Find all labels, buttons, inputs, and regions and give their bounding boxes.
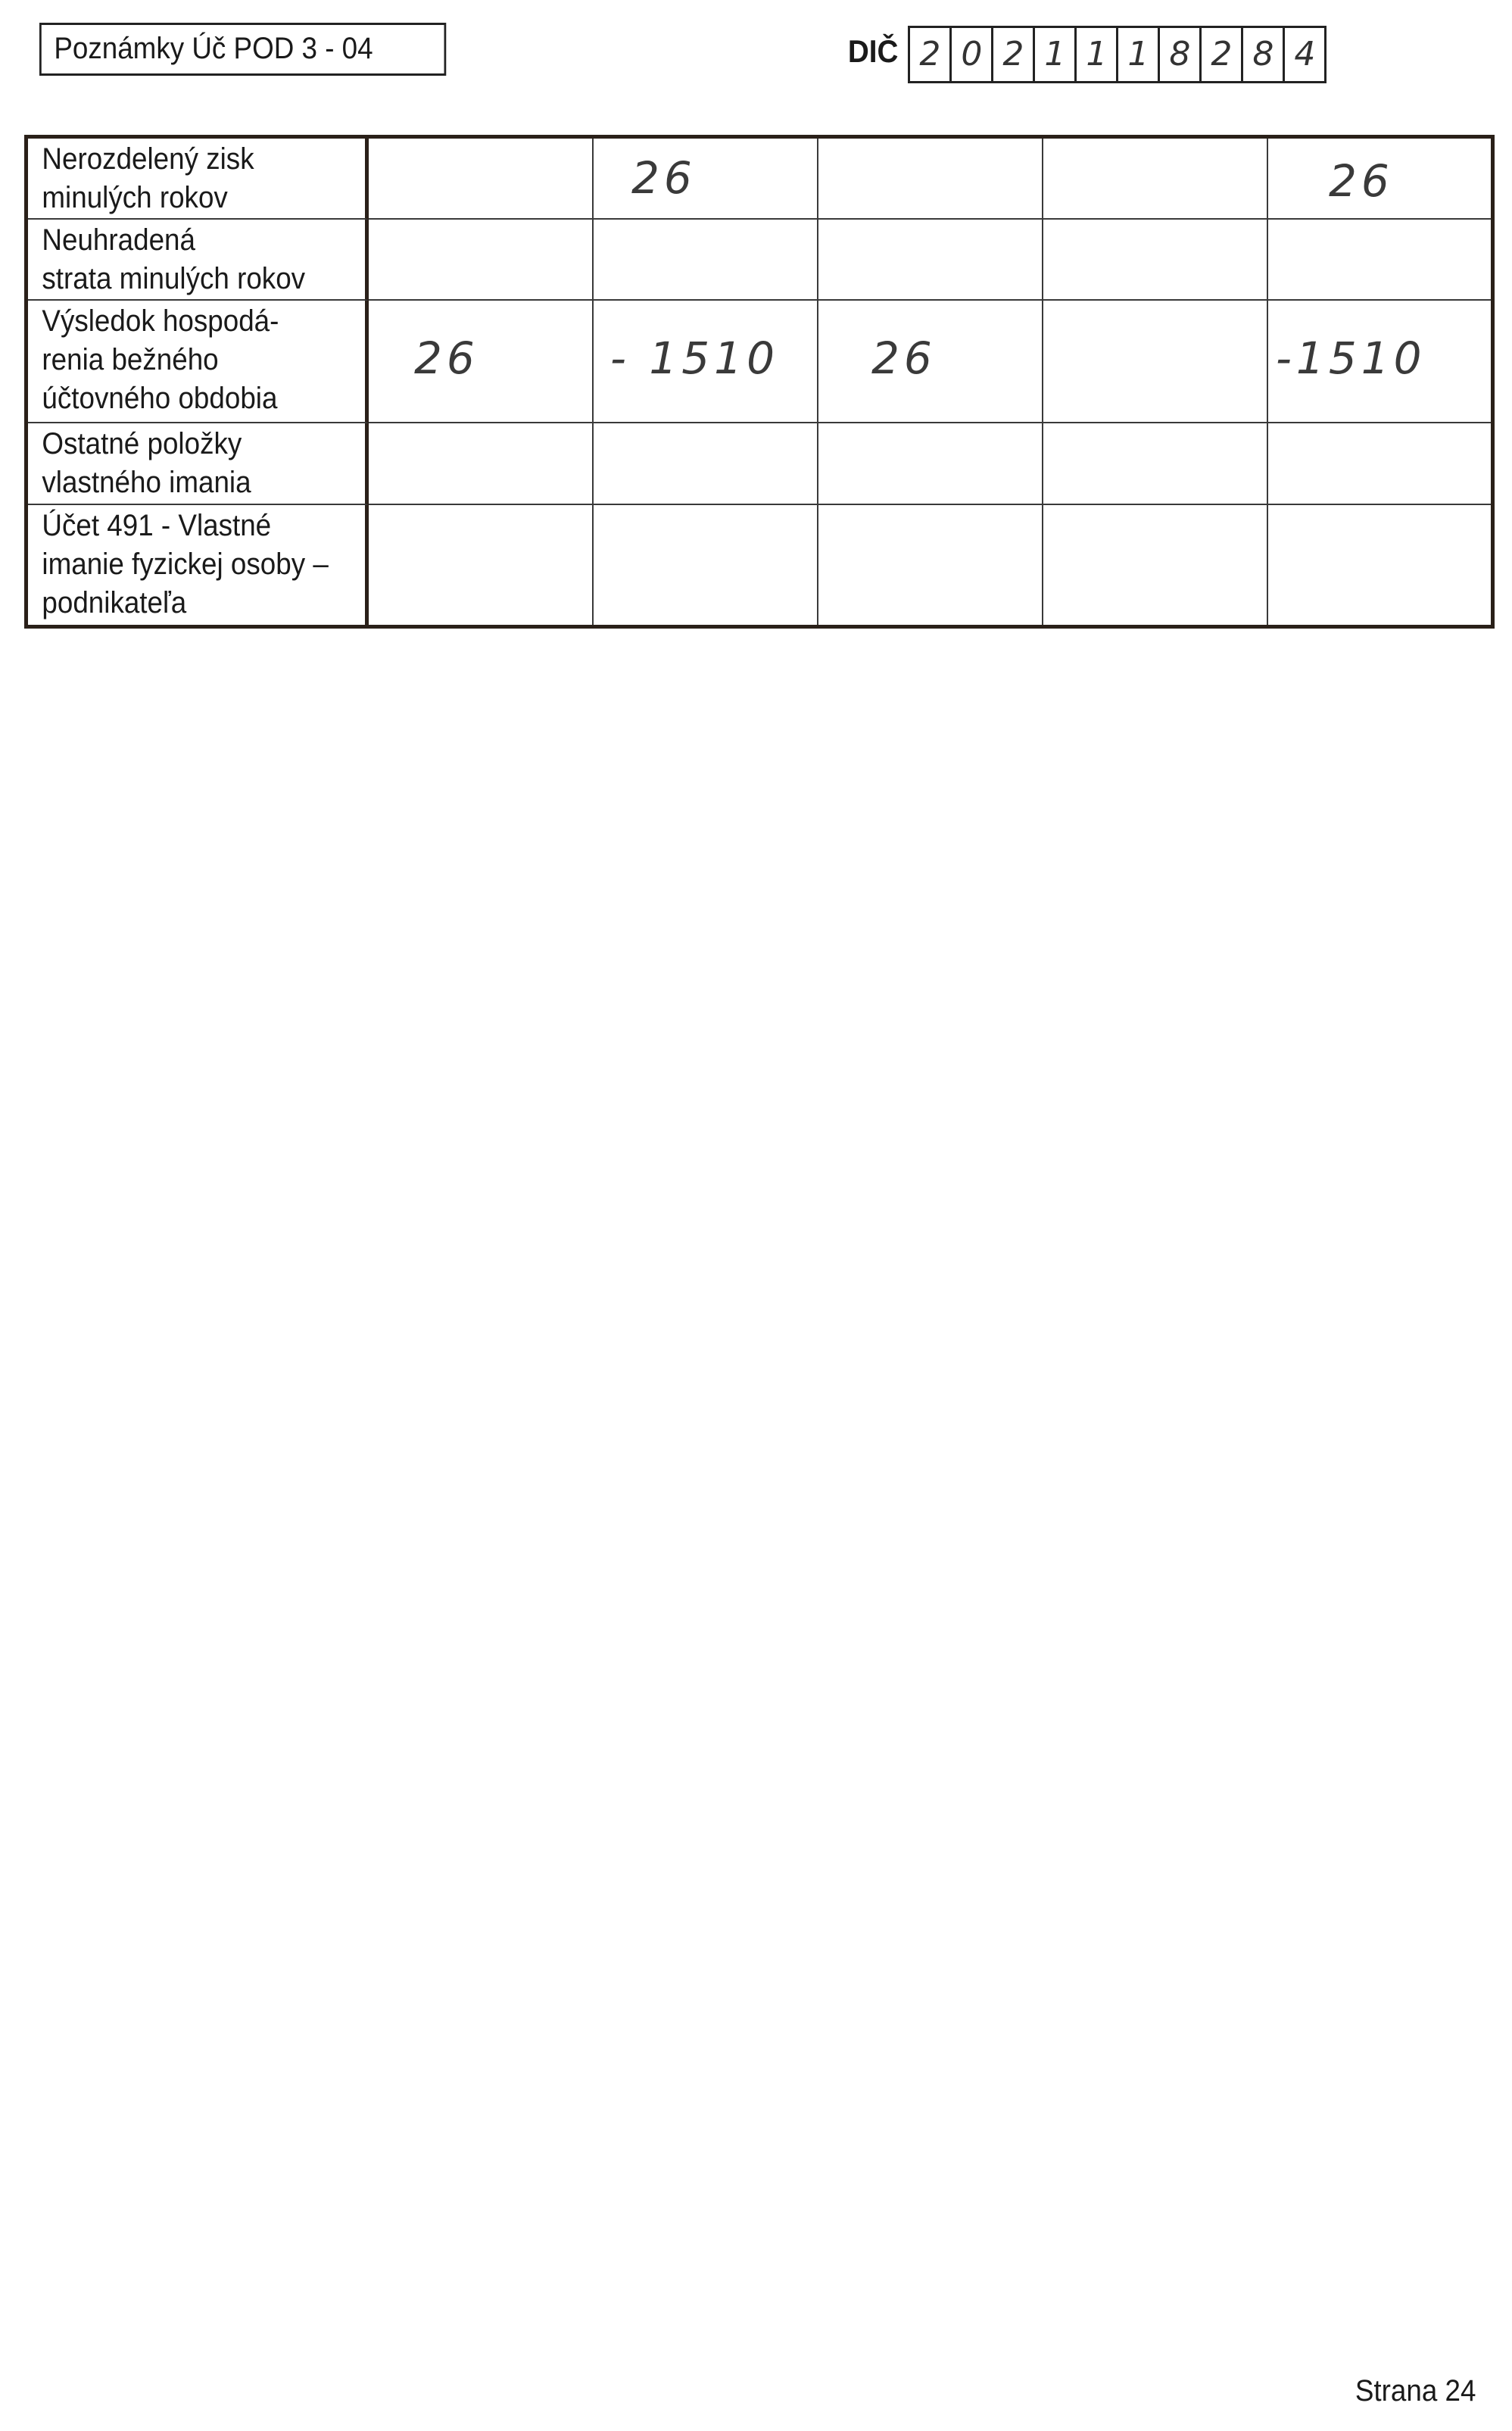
dic-digit: 0 <box>952 28 993 81</box>
handwritten-value: 26 <box>871 332 937 384</box>
row-label-cell <box>28 505 369 625</box>
table-cell <box>369 301 594 423</box>
table-cell <box>1043 220 1268 301</box>
table-cell <box>1043 301 1268 423</box>
handwritten-value: -1510 <box>1276 332 1426 384</box>
table-cell <box>818 220 1043 301</box>
table-cell <box>818 301 1043 423</box>
row-label: Neuhradená strata minulých rokov <box>42 223 306 295</box>
table-cell <box>1268 301 1491 423</box>
table-cell <box>1268 220 1491 301</box>
dic-label: DIČ <box>847 33 899 69</box>
table-cell <box>594 505 818 625</box>
handwritten-value: 26 <box>414 332 479 384</box>
row-label: Ostatné položky vlastného imania <box>42 427 251 499</box>
table-cell <box>369 220 594 301</box>
table-cell <box>1043 505 1268 625</box>
table-cell <box>594 301 818 423</box>
row-label-cell <box>28 423 369 505</box>
row-label: Výsledok hospodá- renia bežného účtovného obdobia <box>42 304 279 415</box>
table-cell <box>594 220 818 301</box>
form-label <box>39 23 446 76</box>
table-cell <box>1043 139 1268 220</box>
table-cell <box>369 423 594 505</box>
form-label-text: Poznámky Úč POD 3 - 04 <box>54 32 373 65</box>
table-cell <box>818 139 1043 220</box>
page-number: Strana 24 <box>1355 2374 1476 2408</box>
table-cell <box>594 139 818 220</box>
dic-digit: 1 <box>1035 28 1077 81</box>
dic-digit: 1 <box>1118 28 1160 81</box>
table-cell <box>369 139 594 220</box>
table-cell <box>818 505 1043 625</box>
equity-table <box>24 135 1495 629</box>
table-cell <box>369 505 594 625</box>
dic-digit: 4 <box>1285 28 1327 81</box>
table-cell <box>1043 423 1268 505</box>
dic-digit: 2 <box>1202 28 1243 81</box>
row-label: Účet 491 - Vlastné imanie fyzickej osoby – podnikateľa <box>42 509 329 619</box>
row-label-cell <box>28 220 369 301</box>
dic-boxes <box>908 26 1327 83</box>
handwritten-value: 26 <box>631 152 697 204</box>
row-label-cell <box>28 139 369 220</box>
dic-digit: 8 <box>1243 28 1285 81</box>
handwritten-value: 26 <box>1329 155 1394 207</box>
dic-digit: 8 <box>1160 28 1202 81</box>
table-cell <box>594 423 818 505</box>
table-cell <box>1268 139 1491 220</box>
dic-field <box>846 23 1327 80</box>
row-label: Nerozdelený zisk minulých rokov <box>42 142 254 214</box>
table-cell <box>1268 505 1491 625</box>
table-cell <box>1268 423 1491 505</box>
dic-digit: 1 <box>1077 28 1118 81</box>
handwritten-value: - 1510 <box>610 332 779 384</box>
dic-digit: 2 <box>910 28 952 81</box>
dic-digit: 2 <box>993 28 1035 81</box>
table-cell <box>818 423 1043 505</box>
row-label-cell <box>28 301 369 423</box>
